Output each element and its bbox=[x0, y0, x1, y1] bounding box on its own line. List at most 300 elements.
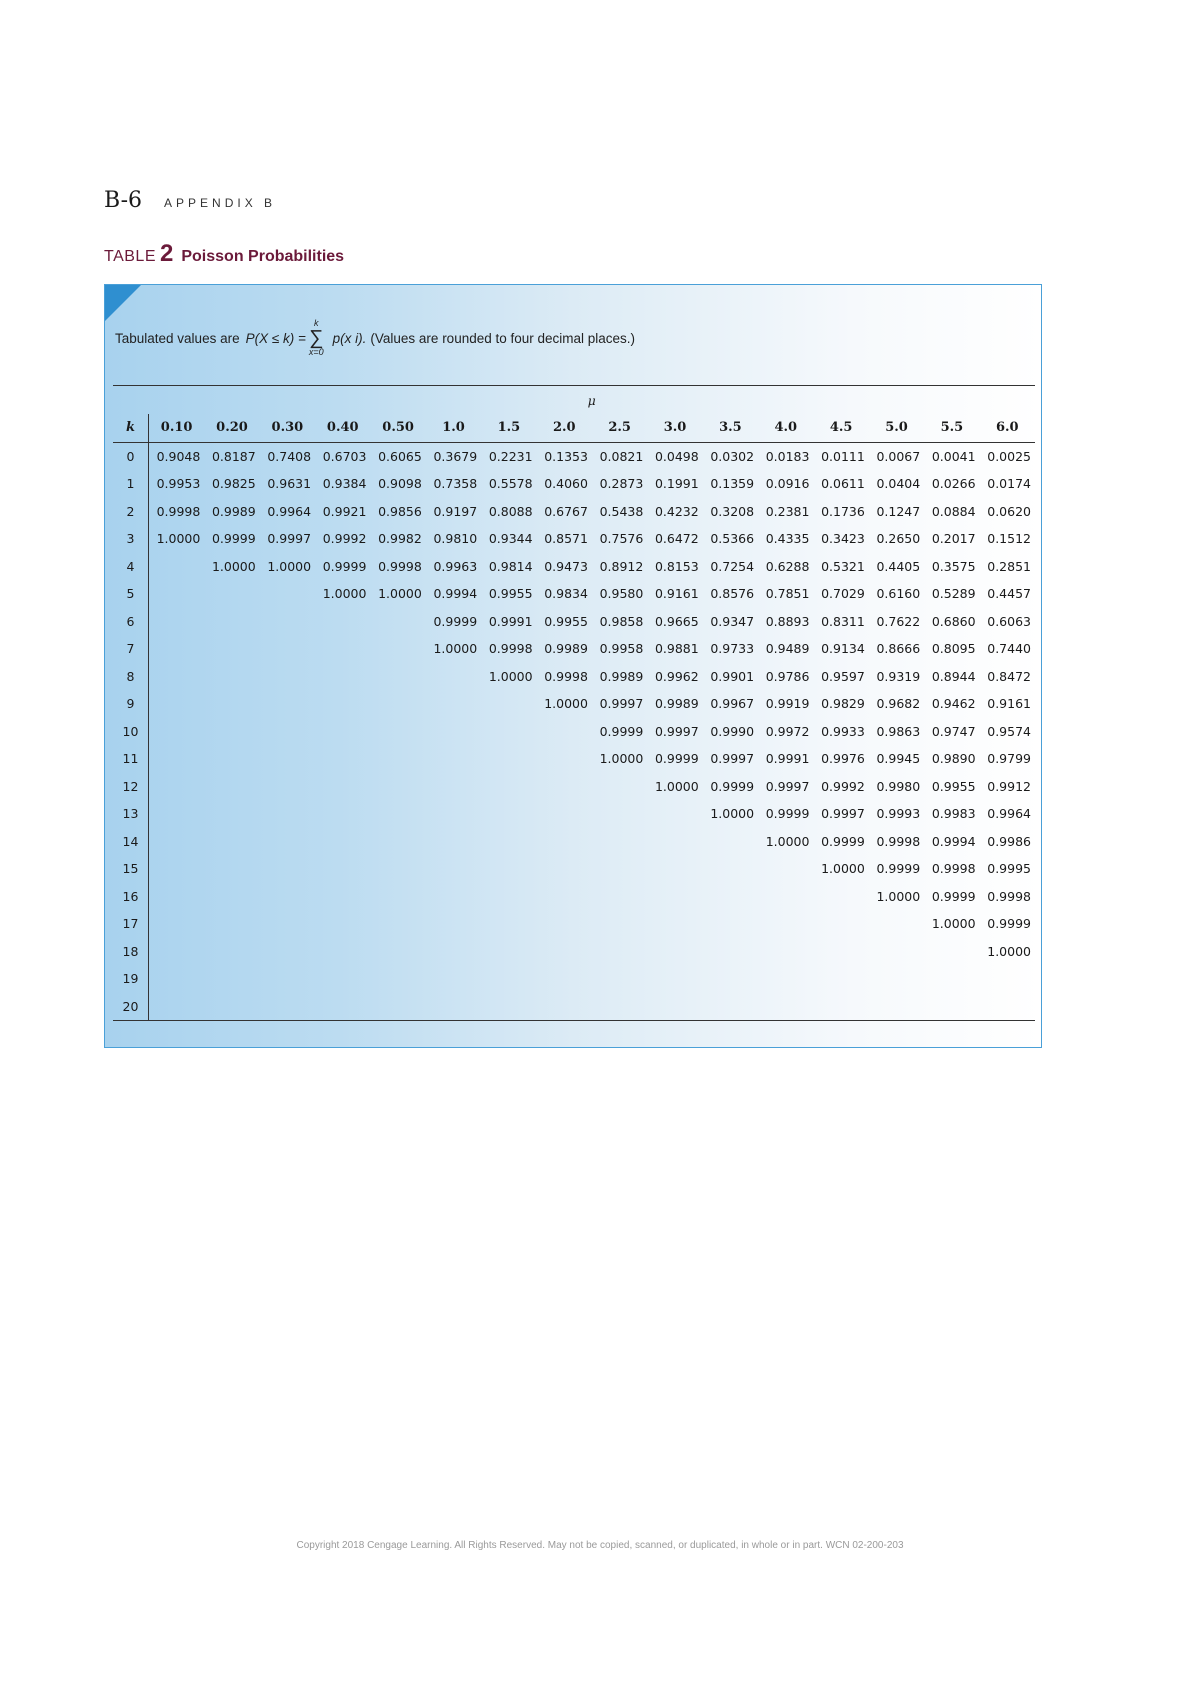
probability-cell: 0.7254 bbox=[710, 558, 755, 574]
probability-cell: 0.9963 bbox=[433, 558, 478, 574]
probability-cell bbox=[148, 773, 204, 801]
probability-cell bbox=[260, 608, 315, 636]
probability-cell bbox=[370, 910, 425, 938]
probability-cell bbox=[370, 635, 425, 663]
table-row bbox=[113, 635, 1035, 663]
probability-cell bbox=[481, 883, 536, 911]
probability-cell bbox=[537, 993, 592, 1021]
probability-cell: 0.8187 bbox=[211, 448, 256, 464]
probability-cell: 0.4060 bbox=[544, 476, 588, 492]
probability-cell: 0.9999 bbox=[821, 833, 865, 849]
probability-cell bbox=[370, 690, 425, 718]
probability-cell: 0.2873 bbox=[599, 476, 644, 492]
probability-cell: 0.9747 bbox=[931, 723, 976, 739]
probability-cell: 0.9933 bbox=[821, 723, 865, 739]
poisson-table bbox=[113, 385, 1035, 1021]
probability-cell bbox=[148, 800, 204, 828]
mu-column-header: 1.0 bbox=[426, 414, 481, 442]
probability-cell: 0.0174 bbox=[987, 476, 1031, 492]
probability-cell bbox=[260, 938, 315, 966]
probability-cell: 0.9574 bbox=[987, 723, 1031, 739]
probability-cell bbox=[592, 965, 647, 993]
probability-cell: 1.0000 bbox=[322, 586, 367, 602]
k-value: 15 bbox=[113, 855, 148, 883]
probability-cell: 0.8912 bbox=[599, 558, 644, 574]
probability-cell: 0.1991 bbox=[654, 476, 699, 492]
probability-cell: 0.9955 bbox=[544, 613, 588, 629]
probability-cell: 0.9945 bbox=[876, 751, 921, 767]
probability-cell bbox=[148, 580, 204, 608]
probability-cell: 0.6767 bbox=[544, 503, 588, 519]
probability-cell: 0.9682 bbox=[876, 696, 921, 712]
probability-cell: 0.4335 bbox=[765, 531, 810, 547]
probability-cell bbox=[315, 828, 370, 856]
probability-cell: 0.9999 bbox=[599, 723, 644, 739]
probability-cell: 0.9989 bbox=[544, 641, 588, 657]
probability-cell: 0.6703 bbox=[322, 448, 367, 464]
mu-column-header: 2.0 bbox=[537, 414, 592, 442]
probability-cell: 0.9134 bbox=[821, 641, 865, 657]
probability-cell bbox=[204, 855, 259, 883]
probability-cell: 0.3575 bbox=[931, 558, 976, 574]
probability-cell bbox=[758, 938, 813, 966]
probability-cell: 0.8666 bbox=[876, 641, 921, 657]
table-row bbox=[113, 525, 1035, 553]
probability-cell bbox=[370, 608, 425, 636]
table-row bbox=[113, 608, 1035, 636]
probability-cell bbox=[370, 883, 425, 911]
probability-cell: 0.9998 bbox=[931, 861, 976, 877]
probability-cell bbox=[813, 910, 868, 938]
probability-cell: 0.3423 bbox=[821, 531, 865, 547]
k-value: 2 bbox=[113, 498, 148, 526]
mu-column-header: 5.5 bbox=[924, 414, 979, 442]
k-value: 13 bbox=[113, 800, 148, 828]
probability-cell: 0.9982 bbox=[378, 531, 422, 547]
k-value: 16 bbox=[113, 883, 148, 911]
probability-cell bbox=[813, 938, 868, 966]
probability-cell bbox=[537, 938, 592, 966]
probability-cell: 0.0498 bbox=[654, 448, 699, 464]
sum-upper-limit: k bbox=[314, 318, 319, 328]
probability-cell: 0.9597 bbox=[821, 668, 865, 684]
probability-cell: 0.9858 bbox=[599, 613, 644, 629]
probability-cell: 0.9631 bbox=[267, 476, 312, 492]
probability-cell bbox=[592, 910, 647, 938]
probability-cell bbox=[537, 800, 592, 828]
probability-cell bbox=[703, 965, 758, 993]
probability-cell bbox=[647, 855, 702, 883]
probability-cell: 0.9986 bbox=[987, 833, 1031, 849]
mu-column-header: 6.0 bbox=[980, 414, 1035, 442]
probability-cell bbox=[148, 855, 204, 883]
probability-cell bbox=[370, 663, 425, 691]
table-number: 2 bbox=[160, 240, 174, 267]
probability-cell bbox=[924, 993, 979, 1021]
probability-cell: 0.9983 bbox=[931, 806, 976, 822]
probability-cell: 0.5321 bbox=[821, 558, 865, 574]
probability-cell: 0.0404 bbox=[876, 476, 921, 492]
probability-cell: 0.2381 bbox=[765, 503, 810, 519]
probability-cell: 0.6472 bbox=[654, 531, 699, 547]
probability-cell bbox=[204, 745, 259, 773]
probability-cell bbox=[980, 993, 1035, 1021]
probability-cell bbox=[315, 883, 370, 911]
probability-cell bbox=[647, 993, 702, 1021]
probability-cell bbox=[204, 965, 259, 993]
probability-cell: 0.9989 bbox=[211, 503, 256, 519]
probability-cell: 1.0000 bbox=[931, 916, 976, 932]
probability-cell: 0.7851 bbox=[765, 586, 810, 602]
probability-cell bbox=[592, 773, 647, 801]
probability-cell: 0.9733 bbox=[710, 641, 755, 657]
probability-cell bbox=[537, 855, 592, 883]
probability-cell: 0.3208 bbox=[710, 503, 755, 519]
probability-cell: 0.6065 bbox=[378, 448, 422, 464]
table-row bbox=[113, 938, 1035, 966]
probability-cell bbox=[592, 883, 647, 911]
probability-cell: 1.0000 bbox=[821, 861, 865, 877]
probability-cell bbox=[537, 910, 592, 938]
probability-cell: 0.9997 bbox=[267, 531, 312, 547]
probability-cell bbox=[869, 965, 924, 993]
probability-cell: 0.9580 bbox=[599, 586, 644, 602]
probability-cell: 0.9991 bbox=[765, 751, 810, 767]
probability-cell: 1.0000 bbox=[987, 943, 1031, 959]
probability-cell: 0.9912 bbox=[987, 778, 1031, 794]
probability-cell bbox=[537, 828, 592, 856]
table-row bbox=[113, 965, 1035, 993]
probability-cell bbox=[813, 965, 868, 993]
probability-cell: 0.7440 bbox=[987, 641, 1031, 657]
table-word: TABLE bbox=[104, 248, 156, 265]
probability-cell: 1.0000 bbox=[488, 668, 533, 684]
probability-cell bbox=[370, 718, 425, 746]
probability-cell bbox=[537, 965, 592, 993]
probability-cell: 1.0000 bbox=[876, 888, 921, 904]
probability-cell bbox=[148, 608, 204, 636]
probability-cell bbox=[537, 718, 592, 746]
probability-cell bbox=[148, 828, 204, 856]
probability-cell bbox=[647, 800, 702, 828]
probability-cell bbox=[148, 718, 204, 746]
probability-cell bbox=[260, 745, 315, 773]
probability-cell: 0.9997 bbox=[821, 806, 865, 822]
probability-cell: 1.0000 bbox=[765, 833, 810, 849]
probability-cell bbox=[481, 993, 536, 1021]
probability-cell bbox=[481, 773, 536, 801]
k-value: 20 bbox=[113, 993, 148, 1021]
table-row bbox=[113, 690, 1035, 718]
note-prefix: Tabulated values are bbox=[115, 330, 240, 346]
mu-spacer bbox=[113, 386, 148, 415]
probability-cell: 0.6160 bbox=[876, 586, 921, 602]
probability-cell: 0.1736 bbox=[821, 503, 865, 519]
probability-cell: 0.9161 bbox=[987, 696, 1031, 712]
probability-cell bbox=[148, 883, 204, 911]
probability-cell bbox=[148, 965, 204, 993]
probability-cell bbox=[703, 993, 758, 1021]
probability-cell: 0.9161 bbox=[654, 586, 699, 602]
probability-cell: 1.0000 bbox=[654, 778, 699, 794]
probability-cell bbox=[260, 690, 315, 718]
probability-cell bbox=[481, 855, 536, 883]
probability-cell bbox=[703, 883, 758, 911]
probability-cell bbox=[703, 855, 758, 883]
probability-cell bbox=[537, 773, 592, 801]
probability-cell bbox=[924, 938, 979, 966]
probability-cell bbox=[148, 553, 204, 581]
probability-cell: 0.9834 bbox=[544, 586, 588, 602]
probability-cell bbox=[370, 773, 425, 801]
probability-cell bbox=[592, 800, 647, 828]
probability-cell bbox=[647, 938, 702, 966]
probability-cell bbox=[370, 993, 425, 1021]
probability-cell bbox=[924, 965, 979, 993]
probability-cell: 1.0000 bbox=[710, 806, 755, 822]
probability-cell: 0.2231 bbox=[488, 448, 533, 464]
probability-cell: 0.0620 bbox=[987, 503, 1031, 519]
probability-cell: 0.9810 bbox=[433, 531, 478, 547]
probability-cell: 0.7622 bbox=[876, 613, 921, 629]
probability-cell bbox=[370, 965, 425, 993]
k-value: 4 bbox=[113, 553, 148, 581]
probability-cell: 0.0111 bbox=[821, 448, 865, 464]
k-value: 6 bbox=[113, 608, 148, 636]
probability-cell bbox=[148, 910, 204, 938]
table-row bbox=[113, 800, 1035, 828]
probability-cell bbox=[426, 690, 481, 718]
probability-cell: 0.9799 bbox=[987, 751, 1031, 767]
probability-cell bbox=[204, 910, 259, 938]
probability-cell bbox=[537, 883, 592, 911]
probability-cell bbox=[148, 663, 204, 691]
probability-cell bbox=[481, 718, 536, 746]
probability-cell: 0.9994 bbox=[931, 833, 976, 849]
probability-cell: 0.9319 bbox=[876, 668, 921, 684]
probability-cell: 0.9999 bbox=[987, 916, 1031, 932]
table-name: Poisson Probabilities bbox=[181, 248, 345, 265]
probability-cell: 0.6063 bbox=[987, 613, 1031, 629]
k-value: 12 bbox=[113, 773, 148, 801]
probability-cell bbox=[481, 910, 536, 938]
probability-cell: 0.9964 bbox=[987, 806, 1031, 822]
k-header: k bbox=[113, 414, 148, 442]
probability-cell bbox=[426, 828, 481, 856]
k-value: 14 bbox=[113, 828, 148, 856]
probability-cell bbox=[260, 718, 315, 746]
probability-cell: 0.9856 bbox=[378, 503, 422, 519]
k-value: 3 bbox=[113, 525, 148, 553]
probability-cell: 0.9995 bbox=[987, 861, 1031, 877]
probability-cell: 0.8893 bbox=[765, 613, 810, 629]
page-header bbox=[104, 188, 276, 213]
probability-cell: 1.0000 bbox=[156, 531, 201, 547]
probability-cell bbox=[204, 938, 259, 966]
probability-cell: 0.9989 bbox=[599, 668, 644, 684]
probability-cell: 1.0000 bbox=[378, 586, 422, 602]
probability-cell: 0.9997 bbox=[710, 751, 755, 767]
probability-cell: 0.9955 bbox=[488, 586, 533, 602]
probability-cell bbox=[204, 718, 259, 746]
probability-cell bbox=[204, 828, 259, 856]
probability-cell: 0.8571 bbox=[544, 531, 588, 547]
probability-cell: 0.9489 bbox=[765, 641, 810, 657]
probability-cell bbox=[370, 828, 425, 856]
probability-cell bbox=[703, 910, 758, 938]
probability-cell: 0.5578 bbox=[488, 476, 533, 492]
probability-cell: 0.7029 bbox=[821, 586, 865, 602]
probability-cell: 0.0916 bbox=[765, 476, 810, 492]
k-value: 11 bbox=[113, 745, 148, 773]
k-value: 18 bbox=[113, 938, 148, 966]
sum-lower-limit: x=0 bbox=[308, 347, 324, 357]
corner-accent bbox=[105, 285, 141, 321]
probability-cell: 0.9964 bbox=[267, 503, 312, 519]
table-row bbox=[113, 993, 1035, 1021]
probability-cell bbox=[260, 855, 315, 883]
probability-cell bbox=[260, 883, 315, 911]
probability-cell: 1.0000 bbox=[544, 696, 588, 712]
probability-cell: 0.9980 bbox=[876, 778, 921, 794]
probability-cell bbox=[315, 993, 370, 1021]
probability-cell bbox=[260, 663, 315, 691]
probability-cell bbox=[426, 883, 481, 911]
probability-cell: 0.9989 bbox=[654, 696, 699, 712]
probability-cell: 0.9921 bbox=[322, 503, 367, 519]
probability-cell: 0.9967 bbox=[710, 696, 755, 712]
summation bbox=[309, 319, 324, 357]
probability-cell bbox=[647, 910, 702, 938]
probability-cell bbox=[813, 993, 868, 1021]
table-row bbox=[113, 580, 1035, 608]
copyright-notice: Copyright 2018 Cengage Learning. All Rights Reserved. May not be copied, scanned, or duplicated, in whole or in part. WCN 02-200-203 bbox=[296, 1540, 904, 1551]
probability-cell: 0.8088 bbox=[488, 503, 533, 519]
probability-cell bbox=[315, 745, 370, 773]
probability-cell: 0.2650 bbox=[876, 531, 921, 547]
probability-cell: 0.9999 bbox=[710, 778, 755, 794]
probability-cell: 0.9958 bbox=[599, 641, 644, 657]
table-row bbox=[113, 553, 1035, 581]
probability-cell: 0.0183 bbox=[765, 448, 810, 464]
probability-cell: 1.0000 bbox=[599, 751, 644, 767]
probability-cell bbox=[481, 690, 536, 718]
probability-cell bbox=[426, 745, 481, 773]
probability-cell: 0.9048 bbox=[156, 448, 201, 464]
probability-cell: 0.9990 bbox=[710, 723, 755, 739]
probability-cell bbox=[148, 690, 204, 718]
mu-column-header: 3.5 bbox=[703, 414, 758, 442]
probability-cell: 0.9998 bbox=[544, 668, 588, 684]
mu-column-header: 4.5 bbox=[813, 414, 868, 442]
probability-cell bbox=[315, 773, 370, 801]
probability-cell bbox=[204, 800, 259, 828]
mu-column-header: 2.5 bbox=[592, 414, 647, 442]
mu-label: μ bbox=[148, 386, 1035, 415]
probability-cell bbox=[204, 580, 259, 608]
probability-cell bbox=[260, 580, 315, 608]
probability-cell bbox=[426, 938, 481, 966]
probability-cell: 0.9998 bbox=[876, 833, 921, 849]
probability-cell bbox=[315, 690, 370, 718]
probability-cell bbox=[426, 663, 481, 691]
probability-cell bbox=[260, 965, 315, 993]
table-row bbox=[113, 855, 1035, 883]
mu-column-header: 3.0 bbox=[647, 414, 702, 442]
probability-cell bbox=[426, 855, 481, 883]
probability-cell bbox=[703, 828, 758, 856]
probability-cell bbox=[647, 828, 702, 856]
probability-cell: 0.7576 bbox=[599, 531, 644, 547]
probability-cell: 0.9999 bbox=[931, 888, 976, 904]
probability-cell: 0.5289 bbox=[931, 586, 976, 602]
probability-cell bbox=[370, 745, 425, 773]
probability-cell bbox=[204, 883, 259, 911]
mu-column-header: 0.20 bbox=[204, 414, 259, 442]
probability-cell bbox=[148, 993, 204, 1021]
probability-cell bbox=[260, 635, 315, 663]
k-value: 19 bbox=[113, 965, 148, 993]
probability-cell bbox=[204, 993, 259, 1021]
probability-cell: 0.9999 bbox=[433, 613, 478, 629]
table-row bbox=[113, 828, 1035, 856]
probability-cell: 0.9825 bbox=[211, 476, 256, 492]
formula-rhs: p(x i). bbox=[332, 330, 367, 346]
table-panel bbox=[104, 284, 1042, 1048]
probability-cell bbox=[260, 800, 315, 828]
probability-cell: 0.9881 bbox=[654, 641, 699, 657]
probability-cell bbox=[260, 910, 315, 938]
k-value: 0 bbox=[113, 442, 148, 470]
probability-cell bbox=[869, 910, 924, 938]
probability-cell: 0.9955 bbox=[931, 778, 976, 794]
probability-cell: 0.8576 bbox=[710, 586, 755, 602]
probability-cell: 0.9998 bbox=[378, 558, 422, 574]
probability-cell: 1.0000 bbox=[211, 558, 256, 574]
probability-cell bbox=[370, 938, 425, 966]
probability-cell bbox=[370, 800, 425, 828]
probability-cell: 0.9999 bbox=[322, 558, 367, 574]
table-title bbox=[104, 240, 344, 268]
probability-cell bbox=[703, 938, 758, 966]
probability-cell: 0.9462 bbox=[931, 696, 976, 712]
table-body bbox=[113, 442, 1035, 1021]
mu-column-header: 5.0 bbox=[869, 414, 924, 442]
probability-cell bbox=[481, 938, 536, 966]
probability-cell: 0.9999 bbox=[876, 861, 921, 877]
probability-cell bbox=[148, 938, 204, 966]
probability-cell: 0.9998 bbox=[488, 641, 533, 657]
probability-cell bbox=[592, 828, 647, 856]
probability-cell: 0.1512 bbox=[987, 531, 1031, 547]
probability-cell bbox=[204, 663, 259, 691]
probability-cell bbox=[260, 828, 315, 856]
k-value: 5 bbox=[113, 580, 148, 608]
probability-cell bbox=[204, 690, 259, 718]
probability-cell bbox=[481, 828, 536, 856]
probability-cell bbox=[204, 608, 259, 636]
table-row bbox=[113, 663, 1035, 691]
probability-cell: 0.1247 bbox=[876, 503, 921, 519]
probability-cell: 0.6860 bbox=[931, 613, 976, 629]
probability-cell: 0.9384 bbox=[322, 476, 367, 492]
probability-cell bbox=[315, 938, 370, 966]
probability-cell bbox=[315, 663, 370, 691]
probability-cell: 0.5438 bbox=[599, 503, 644, 519]
k-value: 10 bbox=[113, 718, 148, 746]
probability-cell: 0.8153 bbox=[654, 558, 699, 574]
probability-cell bbox=[869, 993, 924, 1021]
